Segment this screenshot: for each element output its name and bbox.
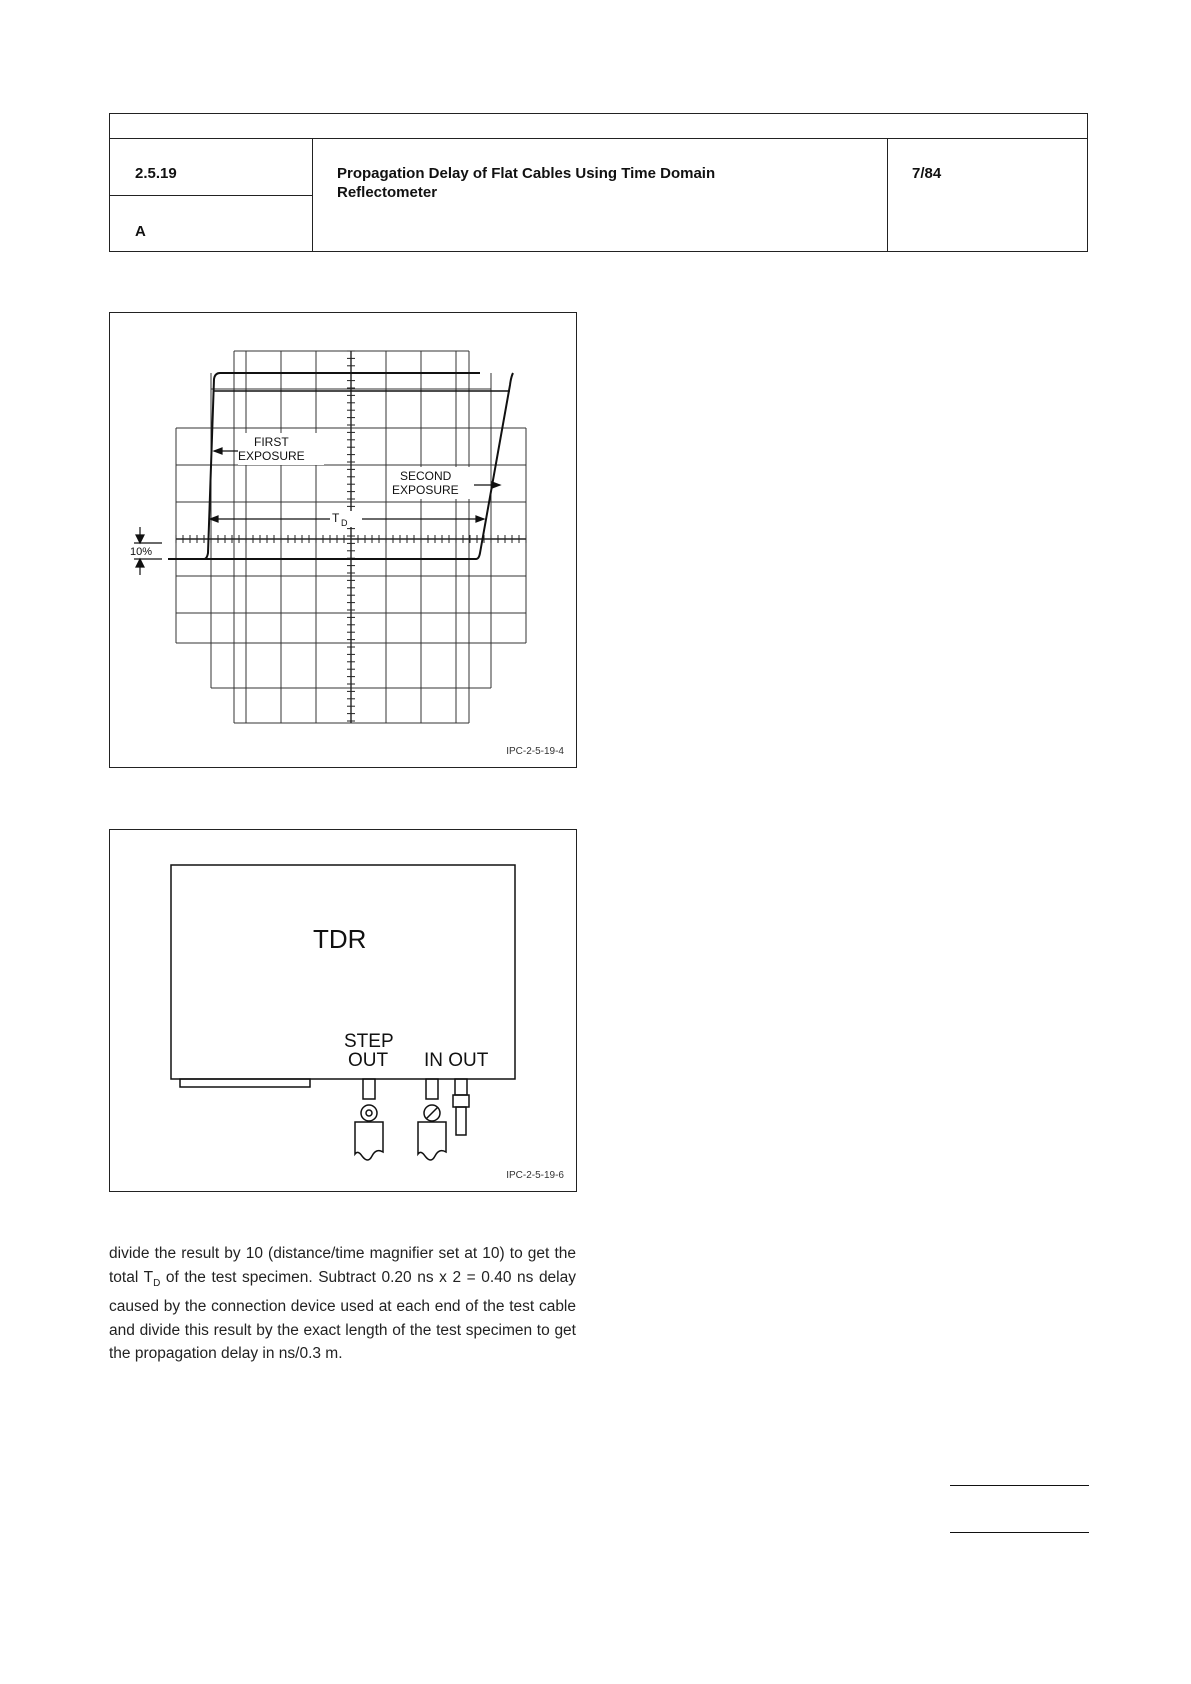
in-connector (426, 1079, 438, 1099)
figure-tdr-setup (109, 829, 577, 1192)
figure-oscilloscope (109, 312, 577, 768)
step-out-connector (363, 1079, 375, 1099)
header-divider-2 (887, 138, 888, 251)
figure-id: IPC-2-5-19-4 (506, 746, 564, 757)
tdr-label: TDR (313, 924, 367, 954)
label-td-subscript: D (341, 518, 348, 528)
label-second: SECOND (400, 469, 452, 483)
label-ten-percent: 10% (130, 546, 153, 558)
out-label: OUT (348, 1050, 389, 1071)
label-td: T (332, 511, 340, 525)
header-table (109, 113, 1088, 252)
document-date: 7/84 (912, 165, 942, 182)
header-divider-horizontal (110, 195, 313, 196)
oscilloscope-graticule (110, 313, 576, 767)
second-exposure-trace (204, 373, 513, 559)
body-paragraph: divide the result by 10 (distance/time magnifier set at 10) to get the total $T_D$ of the test specimen. Subtract 0.20 ns x 2 = 0.40 ns delay caused by the connection device used at each end of the test cable and divide this result by the exact length of the test specimen to get the propagation delay in ns/0.3 m. (109, 1245, 576, 1363)
document-title: Propagation Delay of Flat Cables Using Time Domain Reflectometer (337, 165, 716, 201)
label-second-exposure: EXPOSURE (392, 483, 459, 497)
section-number: 2.5.19 (135, 165, 177, 182)
in-cable (418, 1122, 446, 1160)
in-out-label: IN OUT (424, 1050, 489, 1071)
first-exposure-trace (168, 373, 480, 559)
revision-letter: A (135, 223, 146, 240)
step-out-cable (355, 1122, 383, 1160)
tdr-drawing (110, 830, 576, 1191)
signature-rule-1 (950, 1485, 1089, 1486)
header-top-band (110, 114, 1087, 139)
trace-lines (168, 373, 513, 559)
figure-id: IPC-2-5-19-6 (506, 1170, 564, 1181)
out-connector (455, 1079, 467, 1095)
tdr-instrument-box (171, 865, 515, 1079)
step-label: STEP (344, 1031, 394, 1052)
tdr-base-foot (180, 1079, 310, 1087)
label-first-exposure: EXPOSURE (238, 449, 305, 463)
label-first: FIRST (254, 435, 289, 449)
signature-rule-2 (950, 1532, 1089, 1533)
